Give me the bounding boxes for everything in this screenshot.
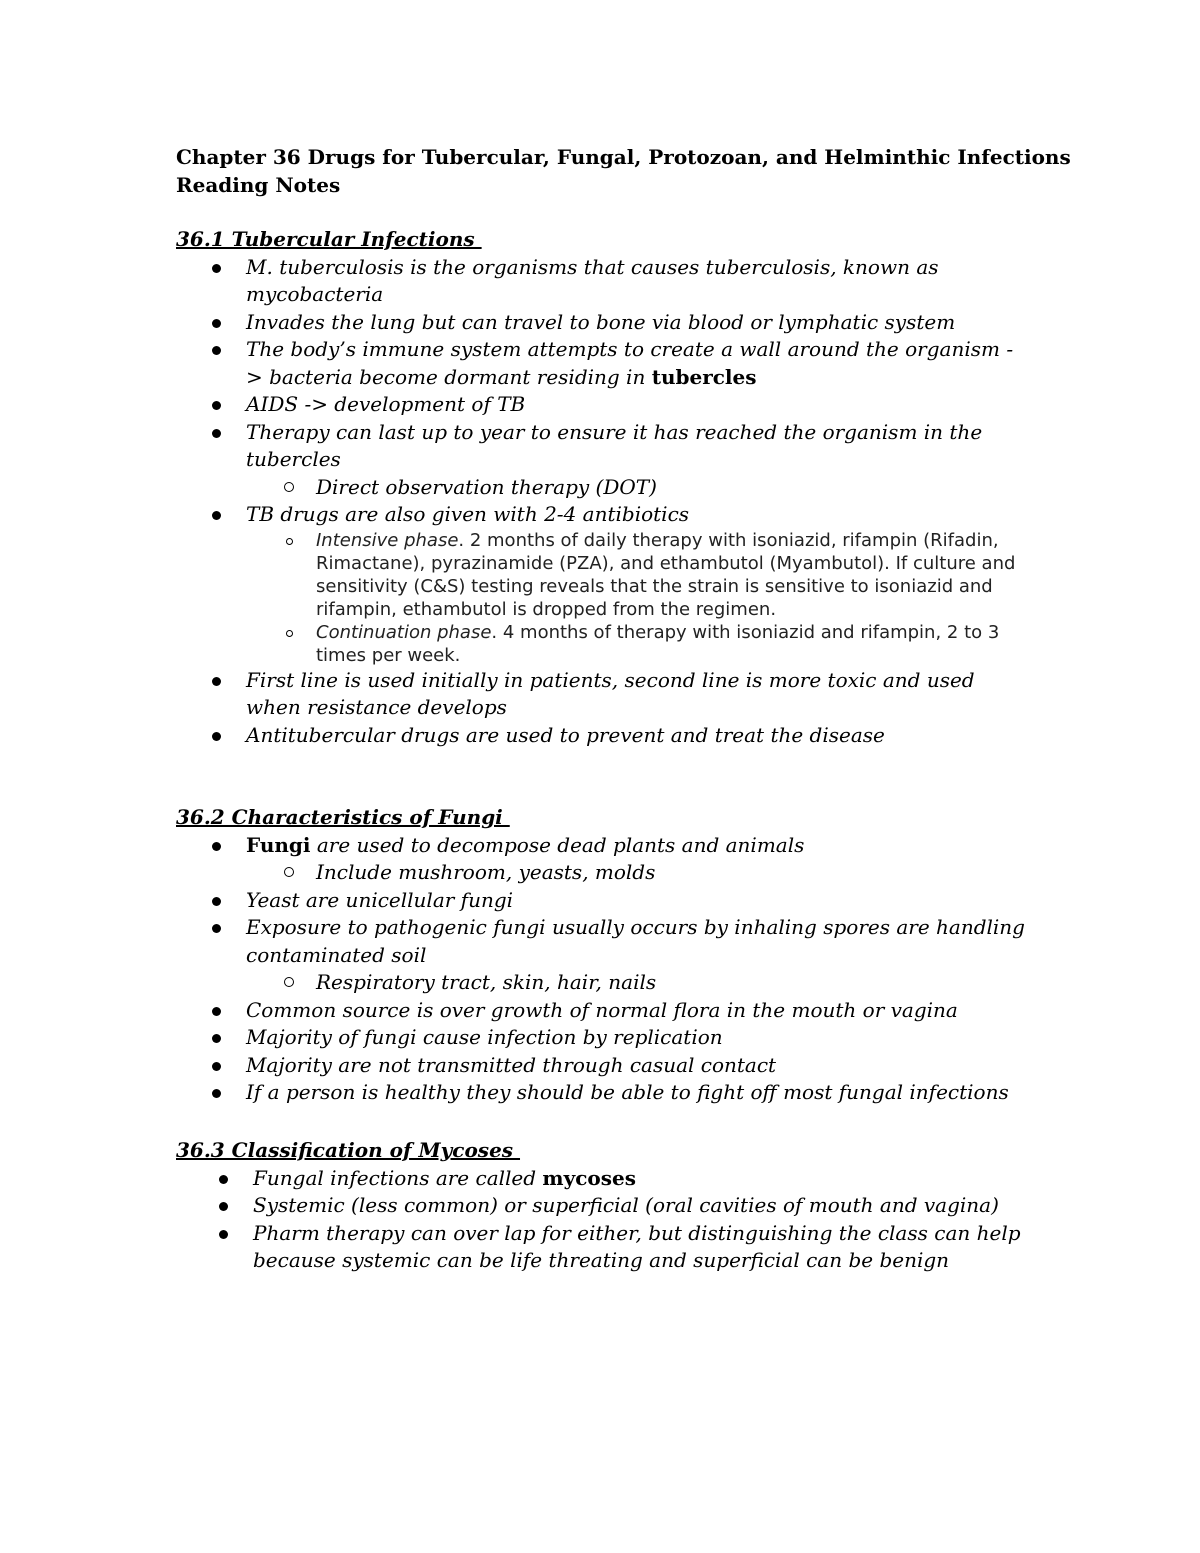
bullet-icon xyxy=(212,429,221,438)
list-item-text: are used to decompose dead plants and animals xyxy=(310,832,805,857)
bold-term: mycoses xyxy=(542,1165,636,1190)
sub-list-item-text: Include mushroom, yeasts, molds xyxy=(316,860,656,884)
bullet-icon xyxy=(212,1034,221,1043)
list-item-text: Therapy can last up to year to ensure it has reached the organism in the tubercles xyxy=(246,419,983,471)
list-item xyxy=(176,336,1026,391)
circle-bullet-icon xyxy=(286,630,293,637)
list-item xyxy=(176,254,1026,309)
bullet-icon xyxy=(212,897,221,906)
bullet-icon xyxy=(212,732,221,741)
list-item-text: The body’s immune system attempts to create a wall around the organism -> bacteria become dormant residing in xyxy=(246,337,1014,389)
list-item-text: If a person is healthy they should be able to fight off most fungal infections xyxy=(246,1080,1009,1104)
sub-list-item xyxy=(246,474,1026,502)
list-item xyxy=(176,1024,1026,1052)
bullet-icon xyxy=(212,677,221,686)
document-title xyxy=(176,143,1076,199)
list-item xyxy=(176,914,1026,997)
bullet-icon xyxy=(212,1007,221,1016)
section-heading: 36.1 Tubercular Infections xyxy=(176,227,482,251)
list-item xyxy=(176,1220,1033,1275)
list-item xyxy=(176,1079,1026,1107)
list-item-text: Majority are not transmitted through casual contact xyxy=(246,1052,777,1077)
section-tubercular-infections xyxy=(176,226,1056,749)
bullet-icon xyxy=(212,346,221,355)
bullet-list xyxy=(176,832,1056,1107)
bullet-icon xyxy=(212,264,221,273)
bullet-icon xyxy=(219,1230,228,1239)
sub-list-item xyxy=(246,859,1026,887)
title-line-2: Reading Notes xyxy=(176,173,341,197)
bold-term: tubercles xyxy=(651,364,757,389)
section-characteristics-of-fungi xyxy=(176,804,1056,1107)
bullet-icon xyxy=(212,1089,221,1098)
list-item xyxy=(176,501,1026,667)
list-item-text: Invades the lung but can travel to bone via blood or lymphatic system xyxy=(246,309,956,334)
circle-bullet-icon xyxy=(284,482,294,492)
list-item-text: TB drugs are also given with 2-4 antibiotics xyxy=(246,502,690,526)
sub-list xyxy=(246,474,1026,502)
sub-list-item-text: . 2 months of daily therapy with isoniazid, rifampin (Rifadin, Rimactane), pyrazinamide (PZA), and ethambutol (Myambutol). If culture and sensitivity (C&S) testing reveals that the strain is sensitive to isoniazid and rifampin, ethambutol is dropped from the regimen. xyxy=(316,529,1016,620)
bullet-icon xyxy=(219,1202,228,1211)
circle-bullet-icon xyxy=(284,867,294,877)
bullet-icon xyxy=(212,924,221,933)
sub-list-item xyxy=(246,621,1026,667)
list-item xyxy=(176,722,1026,750)
sub-list-item-text: Direct observation therapy (DOT) xyxy=(316,474,657,499)
title-line-1: Chapter 36 Drugs for Tubercular, Fungal, Protozoan, and Helminthic Infections xyxy=(176,145,1071,169)
list-item-text: Antitubercular drugs are used to prevent and treat the disease xyxy=(246,722,885,747)
circle-bullet-icon xyxy=(286,538,293,545)
sub-list-item xyxy=(246,969,1026,997)
bullet-icon xyxy=(219,1175,228,1184)
section-classification-of-mycoses xyxy=(176,1137,1056,1275)
list-item-text: Yeast are unicellular fungi xyxy=(246,887,514,912)
bullet-icon xyxy=(212,842,221,851)
list-item-text: Pharm therapy can over lap for either, but distinguishing the class can help because systemic can be life threating and superficial can be benign xyxy=(253,1220,1021,1272)
list-item-text: Common source is over growth of normal flora in the mouth or vagina xyxy=(246,997,958,1022)
list-item-text: Exposure to pathogenic fungi usually occurs by inhaling spores are handling contaminated soil xyxy=(246,915,1025,967)
list-item xyxy=(176,887,1026,915)
list-item xyxy=(176,309,1026,337)
list-item-text: Majority of fungi cause infection by replication xyxy=(246,1025,723,1049)
phase-label: Intensive phase xyxy=(316,529,459,551)
sub-list-item-text: . 4 months of therapy with isoniazid and rifampin, 2 to 3 times per week. xyxy=(316,621,1000,666)
bold-term: Fungi xyxy=(246,832,311,857)
list-item xyxy=(176,1192,1033,1220)
circle-bullet-icon xyxy=(284,977,294,987)
list-item-text: Systemic (less common) or superficial (oral cavities of mouth and vagina) xyxy=(253,1193,999,1217)
sub-list-item xyxy=(246,529,1026,621)
section-heading: 36.2 Characteristics of Fungi xyxy=(176,805,510,829)
list-item xyxy=(176,391,1026,419)
list-item-text: AIDS -> development of TB xyxy=(246,392,526,416)
bullet-list xyxy=(176,1165,1056,1275)
list-item xyxy=(176,667,1026,722)
bullet-list xyxy=(176,254,1056,750)
list-item xyxy=(176,1165,1033,1193)
list-item xyxy=(176,419,1026,502)
list-item-text: M. tuberculosis is the organisms that causes tuberculosis, known as mycobacteria xyxy=(246,254,939,306)
list-item xyxy=(176,1052,1026,1080)
list-item xyxy=(176,832,1026,887)
list-item-text: Fungal infections are called xyxy=(253,1165,543,1190)
bullet-icon xyxy=(212,511,221,520)
bullet-icon xyxy=(212,319,221,328)
sub-list xyxy=(246,969,1026,997)
list-item xyxy=(176,997,1026,1025)
section-heading: 36.3 Classification of Mycoses xyxy=(176,1138,521,1162)
list-item-text: First line is used initially in patients, second line is more toxic and used when resistance develops xyxy=(246,667,975,719)
phase-label: Continuation phase xyxy=(316,621,492,643)
bullet-icon xyxy=(212,401,221,410)
sub-list xyxy=(246,529,1026,667)
bullet-icon xyxy=(212,1062,221,1071)
sub-list xyxy=(246,859,1026,887)
sub-list-item-text: Respiratory tract, skin, hair, nails xyxy=(316,970,657,994)
